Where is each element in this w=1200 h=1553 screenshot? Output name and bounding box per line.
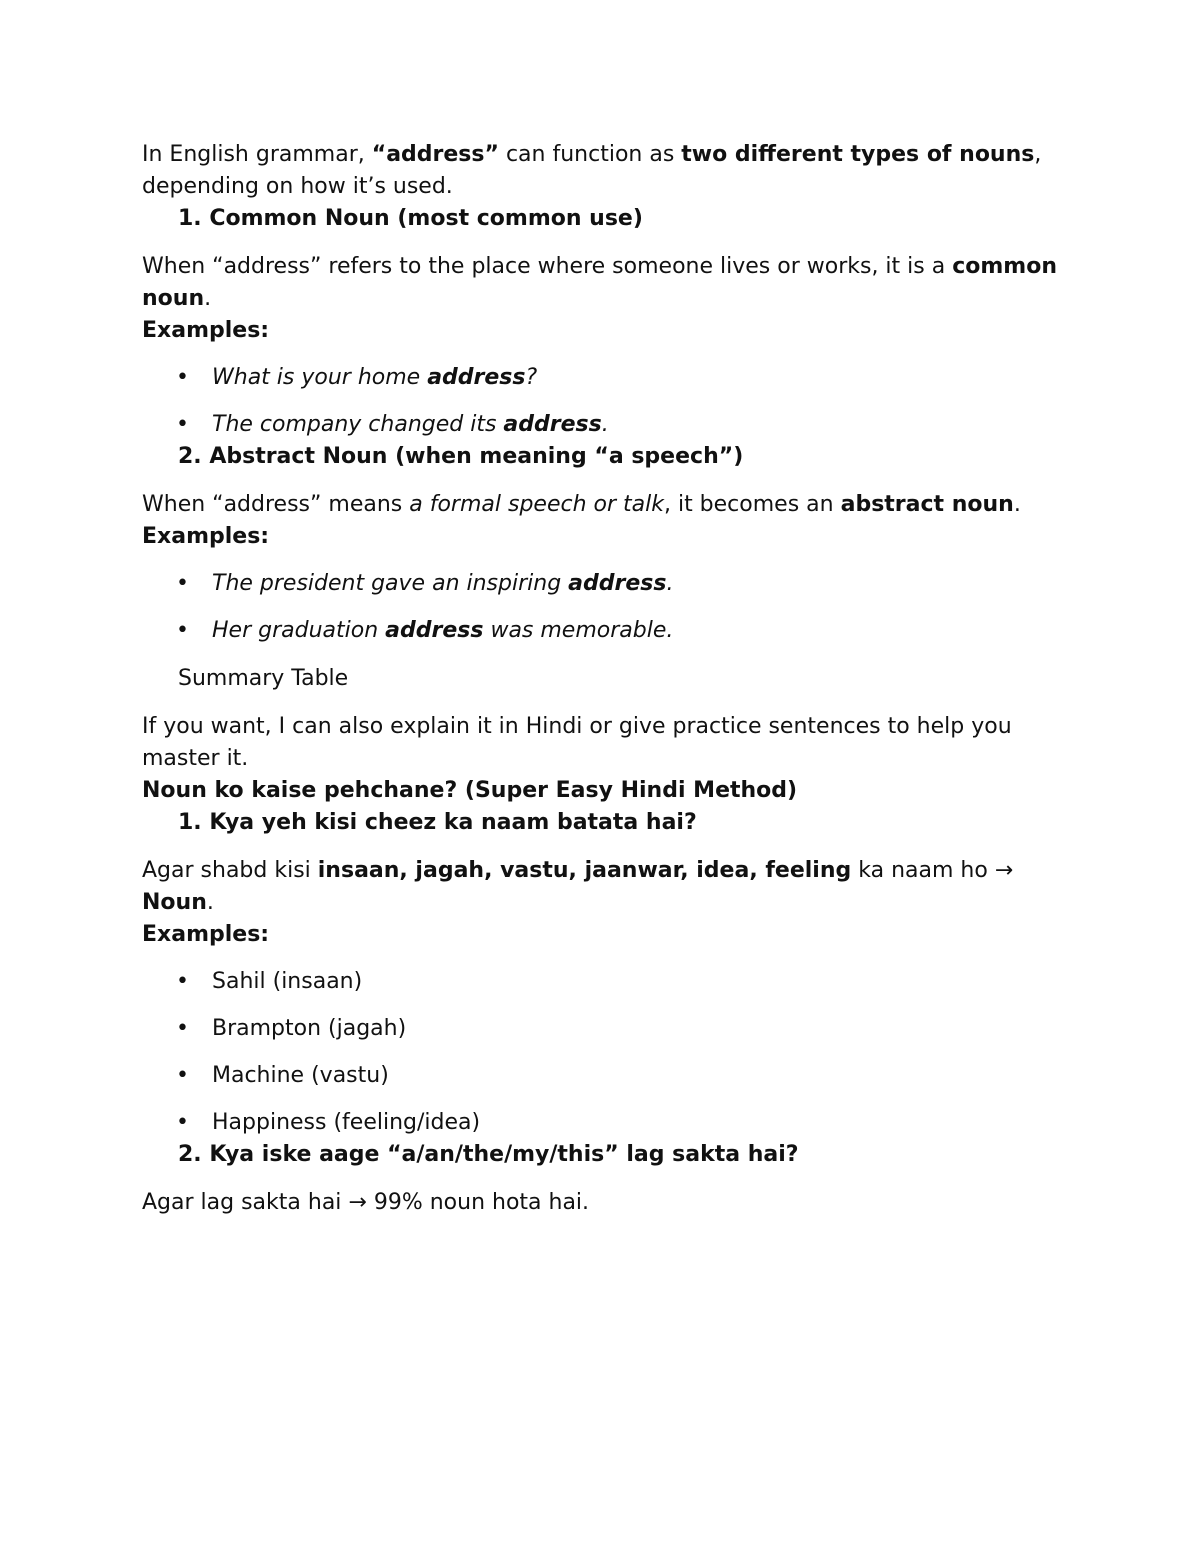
section1-examples-label: Examples:	[142, 318, 270, 343]
section2-bold: abstract noun	[840, 492, 1014, 517]
example-text: Sahil (insaan)	[212, 969, 363, 994]
hindi-q1-heading: 1. Kya yeh kisi cheez ka naam batata hai?	[178, 810, 697, 835]
section2-heading: 2. Abstract Noun (when meaning “a speech”)	[178, 444, 744, 469]
section2-paragraph	[142, 489, 1072, 521]
list-item	[142, 362, 1072, 394]
example-text: What is your home	[212, 365, 428, 390]
list-item	[142, 409, 1072, 441]
section1-heading: 1. Common Noun (most common use)	[178, 206, 643, 231]
example-text: .	[601, 412, 609, 437]
offer-paragraph: If you want, I can also explain it in Hindi or give practice sentences to help you master it.	[142, 714, 1012, 771]
intro-bold-types: two different types of nouns	[681, 142, 1035, 167]
section2-examples-label: Examples:	[142, 524, 270, 549]
list-item	[142, 1013, 1072, 1045]
summary-table-label: Summary Table	[178, 666, 349, 691]
example-bold: address	[427, 365, 526, 390]
intro-paragraph	[142, 139, 1072, 203]
bullet-icon: •	[176, 1110, 189, 1135]
intro-text: can function as	[498, 142, 682, 167]
hindi-q1-bold: insaan, jagah, vastu, jaanwar, idea, feeling	[317, 858, 852, 883]
hindi-q1-text: Agar shabd kisi	[142, 858, 318, 883]
hindi-q1-text: .	[206, 890, 214, 915]
hindi-q1-bold-noun: Noun	[142, 890, 207, 915]
hindi-q2-heading: 2. Kya iske aage “a/an/the/my/this” lag sakta hai?	[178, 1142, 799, 1167]
bullet-icon: •	[176, 969, 189, 994]
section1-examples-list	[142, 362, 1072, 441]
list-item	[142, 615, 1072, 647]
list-item	[142, 966, 1072, 998]
section2-text: , it becomes an	[663, 492, 841, 517]
list-item	[142, 1060, 1072, 1092]
hindi-q1-examples-list	[142, 966, 1072, 1139]
list-item	[142, 1107, 1072, 1139]
hindi-q1-text: ka naam ho →	[851, 858, 1014, 883]
section2-italic: a formal speech or talk	[409, 492, 664, 517]
section1-bold: common noun	[142, 254, 1057, 311]
bullet-icon: •	[176, 1016, 189, 1041]
intro-text: , depending on how it’s used.	[142, 142, 1042, 199]
example-bold: address	[385, 618, 484, 643]
example-text: Her graduation	[212, 618, 386, 643]
example-text: Machine (vastu)	[212, 1063, 389, 1088]
example-bold: address	[503, 412, 602, 437]
section1-text: .	[204, 286, 212, 311]
bullet-icon: •	[176, 1063, 189, 1088]
section2-text: .	[1013, 492, 1021, 517]
intro-bold-address: “address”	[371, 142, 499, 167]
section2-text: When “address” means	[142, 492, 410, 517]
example-text: Happiness (feeling/idea)	[212, 1110, 481, 1135]
bullet-icon: •	[176, 412, 189, 437]
bullet-icon: •	[176, 365, 189, 390]
document-page	[142, 139, 1072, 1219]
example-bold: address	[568, 571, 667, 596]
section1-text: When “address” refers to the place where someone lives or works, it is a	[142, 254, 953, 279]
list-item	[142, 568, 1072, 600]
section1-paragraph	[142, 251, 1072, 315]
hindi-q1-examples-label: Examples:	[142, 922, 270, 947]
section2-examples-list	[142, 568, 1072, 647]
bullet-icon: •	[176, 618, 189, 643]
example-text: Brampton (jagah)	[212, 1016, 407, 1041]
hindi-q1-paragraph	[142, 855, 1072, 919]
hindi-q2-paragraph: Agar lag sakta hai → 99% noun hota hai.	[142, 1190, 590, 1215]
intro-text: In English grammar,	[142, 142, 372, 167]
example-text: The president gave an inspiring	[212, 571, 569, 596]
example-text: ?	[525, 365, 538, 390]
hindi-title: Noun ko kaise pehchane? (Super Easy Hindi Method)	[142, 778, 798, 803]
example-text: .	[666, 571, 674, 596]
bullet-icon: •	[176, 571, 189, 596]
example-text: was memorable.	[483, 618, 674, 643]
example-text: The company changed its	[212, 412, 504, 437]
